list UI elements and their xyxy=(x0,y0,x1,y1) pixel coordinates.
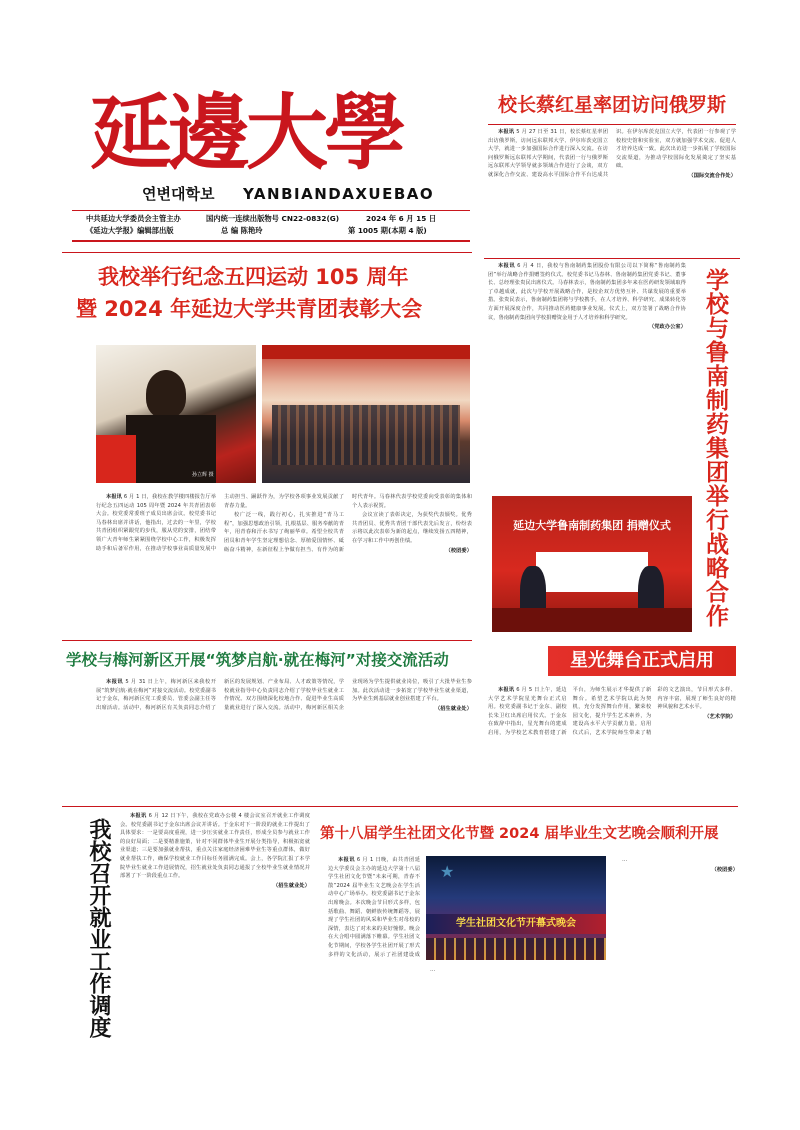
article3-headline: 学校与鲁南制药集团举行战略合作 xyxy=(702,268,728,628)
article1-headline-1: 我校举行纪念五四运动 105 周年 xyxy=(98,265,409,289)
issn: 国内统一连续出版物号 CN22-0832(G) xyxy=(206,214,340,223)
article7-body-right: … （校团委） xyxy=(612,856,738,1042)
article6-headline: 我校召开就业工作调度 xyxy=(86,818,111,1038)
masthead-info xyxy=(86,213,466,239)
article4-text: 5 月 31 日上午，梅河新区来我校开展“筑梦启航·就在梅河”对接交流活动。校党委副书记于金东，梅河新区党工委委员、管委会副主任等出席活动。活动中，梅河新区有关负责同志介绍了新区的发展规划、产业布局、人才政策等情况，学校就业指导中心负责同志介绍了学校毕业生就业工作情况。双方围绕深化校地合作、促进毕业生高质量就业进行了深入交流。活动中，梅河新区相关企业现场为学生提供就业岗位，吸引了大批毕业生参加。此次活动进一步拓宽了学校毕业生就业渠道，为毕业生到基层就业创业搭建了平台。 xyxy=(96,679,472,711)
article2-body xyxy=(488,128,736,246)
masthead-title: 延邊大學 xyxy=(90,85,403,181)
article2-text: 5 月 27 日至 31 日，校长蔡红星率团出访俄罗斯，访问远东联邦大学、伊尔库茨克国立大学，就进一步加强国际合作进行深入交流。在访问俄罗斯远东联邦大学期间，代表团一行与俄罗斯远东联邦大学领导就多领域合作进行了会谈，双方就深化合作交流、建设高水平国际合作平台达成共识。在伊尔库茨克国立大学，代表团一行参观了学校校史馆和实验室，双方就加强学术交流、促进人才培养达成一致。此次出访进一步拓展了学校国际交流渠道，为推动学校国际化发展奠定了坚实基础。 xyxy=(488,129,736,178)
article2-sig: （国际交流合作处） xyxy=(688,172,736,179)
article5-text: 6 月 5 日上午，延边大学艺术学院星光舞台正式启用。校党委副书记于金东、副校长朱卫红出席启用仪式。于金东在致辞中指出，星光舞台的建成启用，为学校艺术教育搭建了新平台，为师生展示才华提供了新舞台。希望艺术学院以此为契机，充分发挥舞台作用，繁荣校园文化，提升学生艺术素养，为建设高水平大学贡献力量。启用仪式后，艺术学院师生带来了精彩的文艺演出，节目形式多样、内容丰富，展现了师生良好的精神风貌和艺术水平。 xyxy=(488,687,736,736)
article1-col3: 会议宣读了表彰决定，为获奖代表颁奖。优秀共青团员、优秀共青团干部代表先后发言，纷纷表示将以此次表彰为新的起点，继续发扬五四精神，在学习和工作中再创佳绩。 xyxy=(352,512,472,544)
article6-sig: （招生就业处） xyxy=(272,882,310,889)
article1-headline-2: 暨 2024 年延边大学共青团表彰大会 xyxy=(76,297,423,321)
article1-sig: （校团委） xyxy=(445,547,472,554)
article4-body xyxy=(96,678,472,800)
stage-graphic: ★ xyxy=(440,862,455,881)
article3-sig: （党政办公室） xyxy=(648,324,686,331)
issue-number: 第 1005 期(本期 4 版) xyxy=(348,226,427,235)
article7-body-left xyxy=(328,856,420,958)
masthead-korean: 연변대학보 xyxy=(142,185,215,203)
article5-headline: 星光舞台正式启用 xyxy=(570,650,714,671)
article1-col1: 6 月 1 日，我校在教学楼四楼报告厅举行纪念五四运动 105 周年暨 2024 年共青团表彰大会。校党委常委班子成员出席会议。校党委书记马春林出席并讲话，他指出，过去的一年里，学校共青团组织紧跟党的步伐，服从党的安排，团结带领广大青年师生紧紧围绕学校中心工作，积极发挥助手和后备军作用，在推动学校事业高质量发展中主动担当、踊跃作为，为学校各项事业发展贡献了青春力量。 xyxy=(96,494,344,552)
article5-lead: 本报讯 xyxy=(498,687,515,693)
article6-body xyxy=(120,812,310,1042)
article3-body xyxy=(488,262,686,488)
article3-photo xyxy=(492,496,692,632)
article7-lead: 本报讯 xyxy=(338,857,355,863)
article4-sig: （招生就业处） xyxy=(434,705,472,712)
article1-lead: 本报讯 xyxy=(106,494,123,500)
article1-col2: 校广泛一线，践行初心，扎实推进“青马工程”，加强思想政治引领，扎根基层、服务奉献的青年，用青春和汗水书写了绚丽华章。希望全校共青团员和青年学生坚定理想信念、厚植爱国情怀、砥砺奋斗精神，在新征程上争做有担当、有作为的新时代青年。马春林代表学校党委向受表彰的集体和个人表示祝贺。 xyxy=(224,494,472,553)
article3-photo-banner: 延边大学鲁南制药集团 捐赠仪式 xyxy=(513,519,671,532)
article3-lead: 本报讯 xyxy=(498,263,515,269)
article7-photo-banner: 学生社团文化节开幕式晚会 xyxy=(456,918,576,929)
editor-in-chief: 总 编 陈艳玲 xyxy=(221,226,263,235)
article4-headline: 学校与梅河新区开展“筑梦启航·就在梅河”对接交流活动 xyxy=(66,651,449,669)
photo-caption: 孙立辉 摄 xyxy=(192,472,214,478)
sponsor: 中共延边大学委员会主管主办 xyxy=(86,214,181,223)
editor: 《延边大学报》编辑部出版 xyxy=(86,226,174,235)
article7-sig: （校团委） xyxy=(711,866,738,873)
article4-lead: 本报讯 xyxy=(106,679,124,685)
article1-photo-right xyxy=(262,345,470,483)
article5-body xyxy=(488,686,736,800)
masthead-pinyin: YANBIANDAXUEBAO xyxy=(243,185,435,203)
article6-lead: 本报讯 xyxy=(130,813,147,819)
article5-headline-banner xyxy=(548,646,736,676)
article1-photo-left xyxy=(96,345,256,483)
article7-headline: 第十八届学生社团文化节暨 2024 届毕业生文艺晚会顺利开展 xyxy=(320,826,719,842)
article7-text: 6 月 1 日晚，由共青团延边大学委员会主办的延边大学第十八届学生社团文化节暨“未来可期，青春不散”2024 届毕业生文艺晚会在学生活动中心广场举办。校党委副书记于金东出席晚会。本次晚会节目形式多样，包括歌曲、舞蹈、朝鲜族传统舞蹈等，展现了学生社团的风采和毕业生对母校的深情，表达了对未来的美好憧憬。晚会在大合唱中圆满落下帷幕。学生社团文化节期间，学校各学生社团开展了形式多样的文化活动，展示了社团建设成 xyxy=(328,857,420,958)
article1-body xyxy=(96,493,472,633)
article5-sig: （艺术学院） xyxy=(704,713,736,720)
article3-text: 6 月 4 日，我校与鲁南制药集团股份有限公司以下简称“鲁南制药集团”举行战略合作捐赠签约仪式。校党委书记马春林、鲁南制药集团党委书记、董事长、总经理张贵民出席仪式。马春林表示，鲁南制药集团多年来在医药研发领域取得了卓越成就，此次与学校开展战略合作，是校企双方优势互补、共谋发展的重要举措。张贵民表示，鲁南制药集团将与学校携手，在人才培养、科学研究、成果转化等方面开展深度合作，共同推动医药健康事业发展。仪式上，双方签署了战略合作协议，鲁南制药集团向学校捐赠资金用于人才培养和科学研究。 xyxy=(488,263,686,321)
article6-text: 6 月 12 日下午，我校在党政办公楼 4 楼会议室召开就业工作调度会。校党委副书记于金东出席会议并讲话。于金东对下一阶段的就业工作提出了具体要求：一是要高度重视，进一步压实就业工作责任，形成全员参与就业工作的良好局面；二是要精准施策，针对不同群体毕业生开展分类指导，积极拓宽就业渠道；三是要加强就业帮扶，重点关注家庭经济困难毕业生等重点群体，做好就业帮扶工作，确保学校就业工作目标任务圆满完成。会上，各学院汇报了本学院毕业生就业工作进展情况，招生就业处负责同志通报了全校毕业生就业情况并部署了下一阶段重点工作。 xyxy=(120,813,310,880)
article2-headline: 校长蔡红星率团访问俄罗斯 xyxy=(498,94,727,116)
article2-lead: 本报讯 xyxy=(498,129,515,135)
article7-photo xyxy=(426,856,606,960)
issue-date: 2024 年 6 月 15 日 xyxy=(366,214,437,223)
article7-body-bottom: … xyxy=(430,967,436,973)
